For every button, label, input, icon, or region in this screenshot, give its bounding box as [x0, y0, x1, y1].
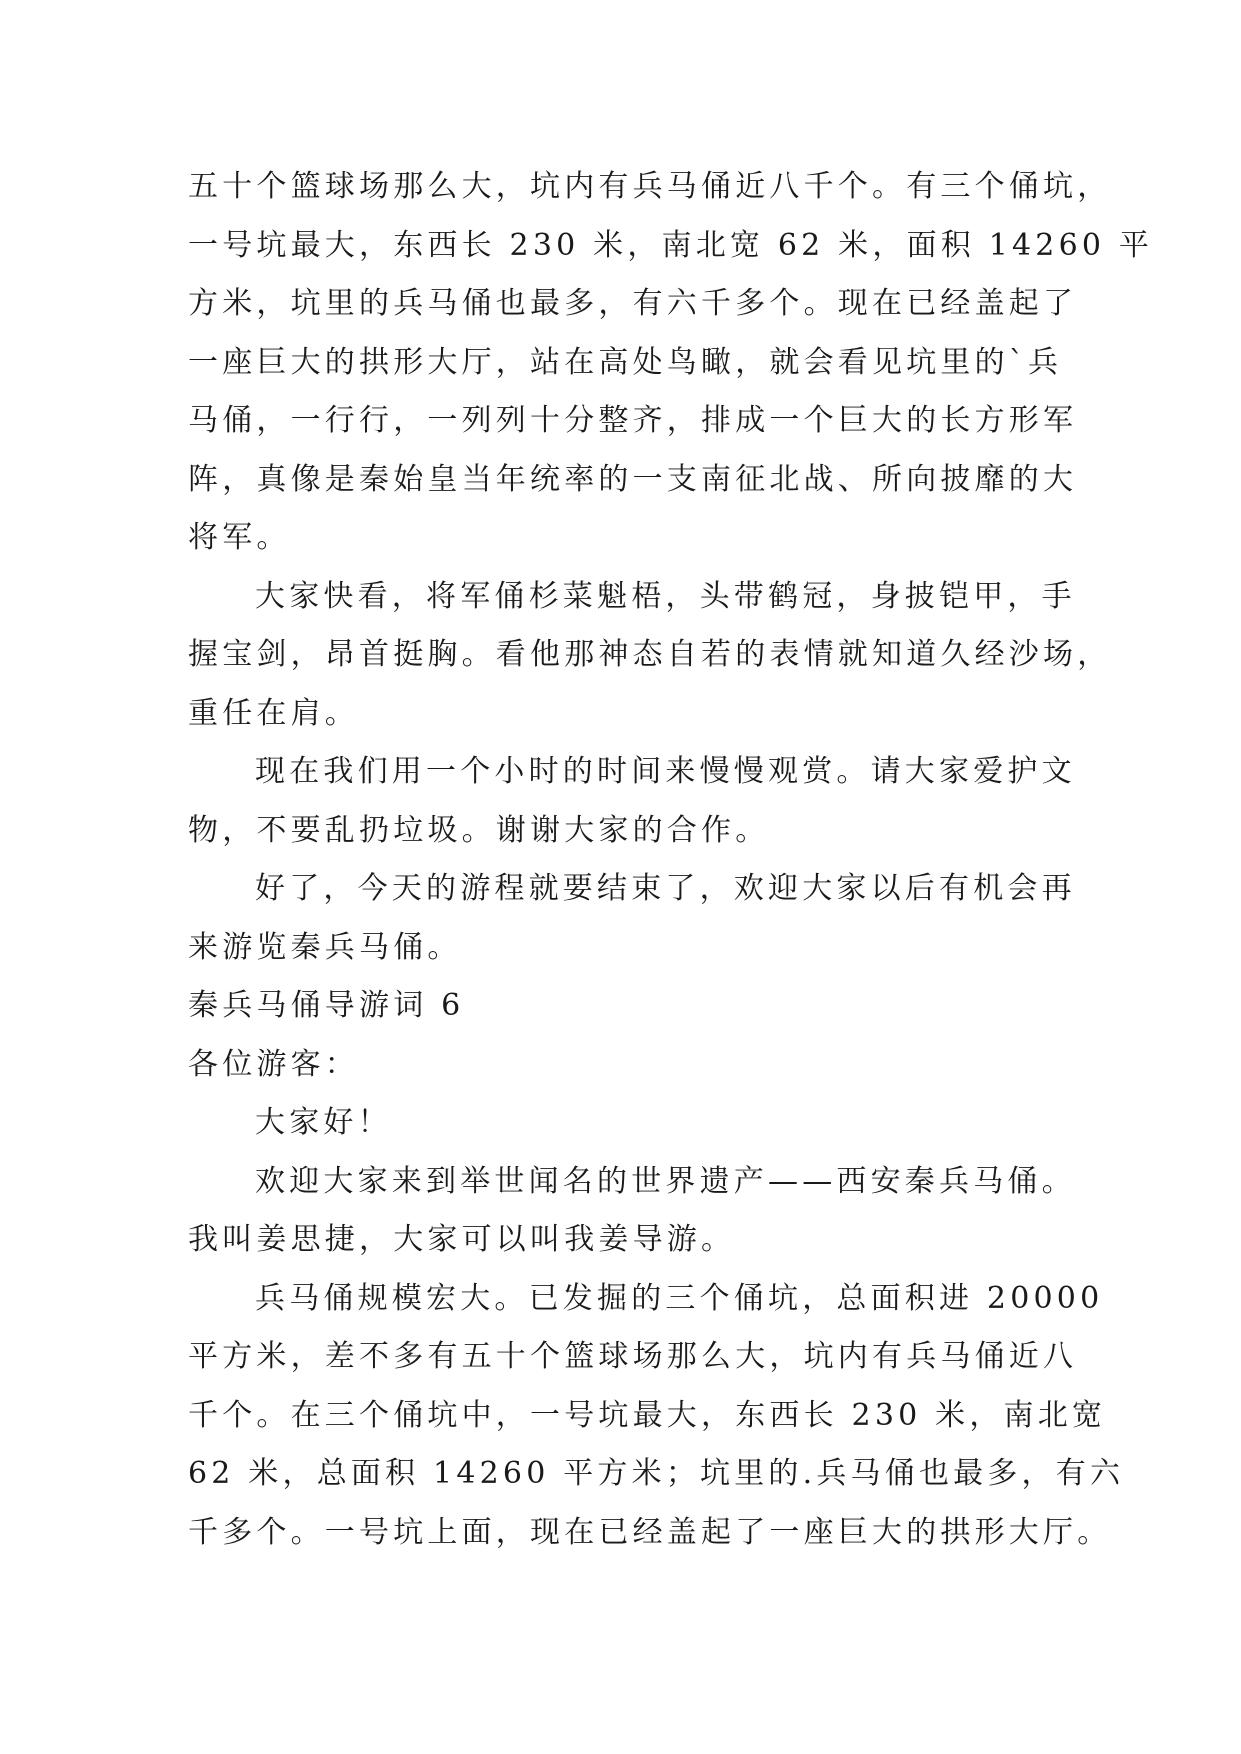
paragraph-terracotta-pits [188, 158, 1154, 568]
paragraph-greeting [188, 1094, 1068, 1153]
text-line: 方米，坑里的兵马俑也最多，有六千多个。现在已经盖起了 [188, 286, 1078, 321]
text-line: 我叫姜思捷，大家可以叫我姜导游。 [188, 1222, 736, 1257]
paragraph-general-figure [188, 568, 1112, 744]
text-line: 兵马俑规模宏大。已发掘的三个俑坑，总面积进 20000 [255, 1280, 1104, 1316]
text-line: 一座巨大的拱形大厅，站在高处鸟瞰，就会看见坑里的`兵 [188, 344, 1063, 380]
text-line: 大家快看，将军俑杉菜魁梧，头带鹤冠，身披铠甲，手 [255, 578, 1076, 614]
paragraph-salutation [188, 1036, 1068, 1095]
text-line: 千个。在三个俑坑中，一号坑最大，东西长 230 米，南北宽 [188, 1397, 1107, 1433]
text-line: 一号坑最大，东西长 230 米，南北宽 62 米，面积 14260 平 [188, 227, 1154, 263]
document-body [188, 158, 1154, 1562]
section-title-text: 秦兵马俑导游词 6 [188, 988, 465, 1023]
text-line: 五十个篮球场那么大，坑内有兵马俑近八千个。有三个俑坑， [188, 169, 1112, 204]
text-line: 现在我们用一个小时的时间来慢慢观赏。请大家爱护文 [255, 754, 1076, 789]
text-line: 平方米，差不多有五十个篮球场那么大，坑内有兵马俑近八 [188, 1339, 1078, 1374]
text-line: 千多个。一号坑上面，现在已经盖起了一座巨大的拱形大厅。 [188, 1514, 1112, 1550]
text-line: 重任在肩。 [188, 695, 359, 731]
paragraph-welcome [188, 1153, 1076, 1270]
text-line: 将军。 [188, 520, 291, 555]
text-line: 马俑，一行行，一列列十分整齐，排成一个巨大的长方形军 [188, 403, 1078, 438]
text-line: 来游览秦兵马俑。 [188, 929, 462, 965]
text-line: 阵，真像是秦始皇当年统率的一支南征北战、所向披靡的大 [188, 461, 1078, 497]
section-title [188, 977, 1068, 1036]
text-line: 各位游客： [188, 1046, 359, 1082]
text-line: 物，不要乱扔垃圾。谢谢大家的合作。 [188, 812, 770, 848]
text-line: 62 米，总面积 14260 平方米；坑里的.兵马俑也最多，有六 [188, 1456, 1125, 1491]
paragraph-viewing-notice [188, 743, 1076, 860]
paragraph-farewell [188, 860, 1076, 977]
text-line: 握宝剑，昂首挺胸。看他那神态自若的表情就知道久经沙场， [188, 637, 1112, 672]
text-line: 好了，今天的游程就要结束了，欢迎大家以后有机会再 [255, 871, 1076, 906]
text-line: 大家好！ [255, 1105, 392, 1140]
paragraph-scale [188, 1270, 1125, 1563]
text-line: 欢迎大家来到举世闻名的世界遗产——西安秦兵马俑。 [255, 1163, 1076, 1199]
